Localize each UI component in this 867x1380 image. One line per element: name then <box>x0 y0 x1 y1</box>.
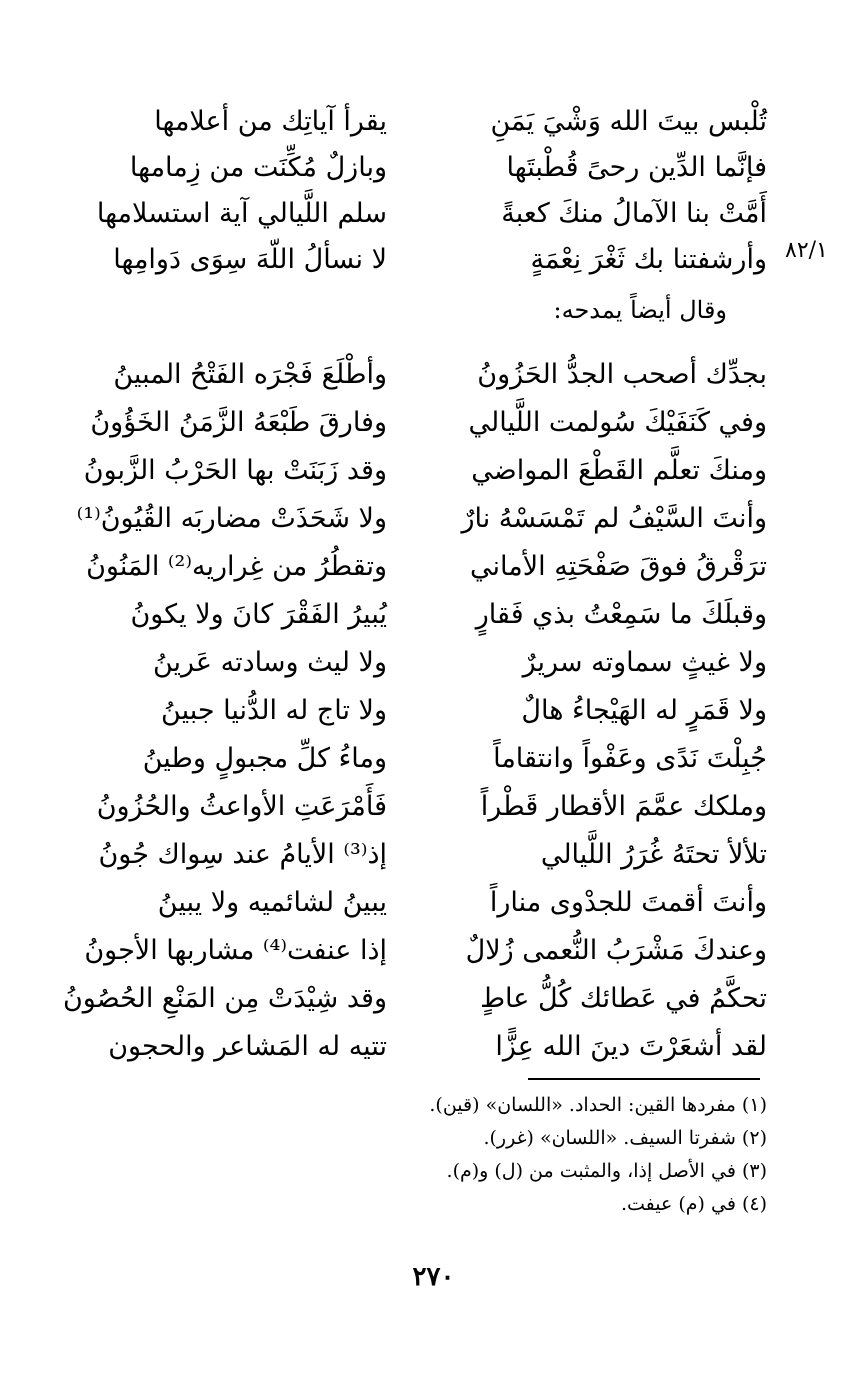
poem-line-4-second: ولا شَحَذَتْ مضاربَه القُيُونُ⁽¹⁾ <box>76 503 387 534</box>
poem-line-13-first: وعندكَ مَشْرَبُ النُّعمى زُلالٌ <box>465 935 767 966</box>
poem-line-2-second: وفارقَ طَبْعَهُ الزَّمَنُ الخَؤُونُ <box>90 407 387 438</box>
poem-line-14-first: تحكَّمُ في عَطائك كُلُّ عاطٍ <box>480 983 767 1014</box>
margin-reference: ٨٢/١ <box>785 238 828 263</box>
poem-line-5-first: ترَقْرقُ فوقَ صَفْحَتِهِ الأماني <box>470 551 767 582</box>
verse-2-first-hemistich: فإنَّما الدِّين رحىً قُطْبتَها <box>506 152 767 183</box>
poem-line-9-first: جُبِلْتَ نَدًى وعَفْواً وانتقاماً <box>493 743 767 774</box>
poem-line-2-first: وفي كَنَفَيْكَ سُولمت اللَّيالي <box>468 407 767 438</box>
poem-line-5-second: وتقطُرُ من غِراريه⁽²⁾ المَنُونُ <box>86 551 387 582</box>
poem-line-9-second: وماءُ كلِّ مجبولٍ وطينُ <box>142 743 387 774</box>
verse-1-first-hemistich: تُلْبس بيتَ الله وَشْيَ يَمَنِ <box>490 106 767 137</box>
verse-3-first-hemistich: أَمَّتْ بنا الآمالُ منكَ كعبةً <box>501 198 767 229</box>
footnote-divider <box>528 1078 760 1080</box>
poem-line-7-second: ولا ليث وسادته عَرينُ <box>152 647 387 678</box>
footnote-4: (٤) في (م) عيفت. <box>620 1193 767 1215</box>
verse-3-second-hemistich: سلم اللَّيالي آية استسلامها <box>96 198 387 229</box>
poem-line-4-first: وأنتَ السَّيْفُ لم تَمْسَسْهُ نارٌ <box>461 503 767 534</box>
poem-line-12-first: وأنتَ أقمتَ للجدْوى مناراً <box>489 887 767 918</box>
poem-line-14-second: وقد شِيْدَتْ مِن المَنْعِ الحُصُونُ <box>62 983 387 1014</box>
poem-line-15-second: تتيه له المَشاعر والحجون <box>108 1031 387 1062</box>
poem-line-11-second: إذ⁽³⁾ الأيامُ عند سِواك جُونُ <box>98 839 387 870</box>
verse-4-first-hemistich: وأرشفتنا بك ثَغْرَ نِعْمَةٍ <box>530 244 767 275</box>
poem-line-3-first: ومنكَ تعلَّم القَطْعَ المواضي <box>471 455 767 486</box>
poem-line-1-first: بجدِّك أصحب الجدُّ الحَزُونُ <box>477 359 767 390</box>
poem-line-8-second: ولا تاج له الدُّنيا جبينُ <box>161 695 387 726</box>
footnote-3: (٣) في الأصل إذا، والمثبت من (ل) و(م). <box>446 1160 767 1182</box>
verse-4-second-hemistich: لا نسألُ اللّهَ سِوَى دَوامِها <box>113 244 387 275</box>
poem-line-6-second: يُبيرُ الفَقْرَ كانَ ولا يكونُ <box>130 599 387 630</box>
poem-line-13-second: إذا عنفت⁽⁴⁾ مشاربها الأجونُ <box>84 935 387 966</box>
poem-line-10-first: وملكك عمَّمَ الأقطار قَطْراً <box>480 791 767 822</box>
poem-line-8-first: ولا قَمَرٍ له الهَيْجاءُ هالٌ <box>521 695 767 726</box>
page-number: ٢٧٠ <box>412 1262 455 1292</box>
footnote-1: (١) مفردها القين: الحداد. «اللسان» (قين). <box>429 1094 767 1116</box>
footnote-2: (٢) شفرتا السيف. «اللسان» (غرر). <box>483 1127 767 1149</box>
poem-line-12-second: يبينُ لشائميه ولا يبينُ <box>157 887 387 918</box>
poem-line-3-second: وقد زَبَنَتْ بها الحَرْبُ الزَّبونُ <box>83 455 387 486</box>
poem-line-15-first: لقد أشعَرْتَ دينَ الله عِزًّا <box>495 1031 767 1062</box>
poem-line-1-second: وأطْلَعَ فَجْرَه الفَتْحُ المبينُ <box>113 359 387 390</box>
verse-1-second-hemistich: يقرأ آياتِك من أعلامها <box>154 106 387 137</box>
poem-line-11-first: تلألأ تحتَهُ غُرَرُ اللَّيالي <box>540 839 767 870</box>
poem-line-10-second: فَأَمْرَعَتِ الأواعثُ والحُزُونُ <box>96 791 387 822</box>
verse-2-second-hemistich: وبازلٌ مُكِّنَت من زِمامها <box>129 152 387 183</box>
poem-line-6-first: وقبلَكَ ما سَمِعْتُ بذي فَقارٍ <box>475 599 767 630</box>
poem-intro: وقال أيضاً يمدحه: <box>553 296 727 324</box>
poem-line-7-first: ولا غيثٍ سماوته سريرٌ <box>522 647 767 678</box>
